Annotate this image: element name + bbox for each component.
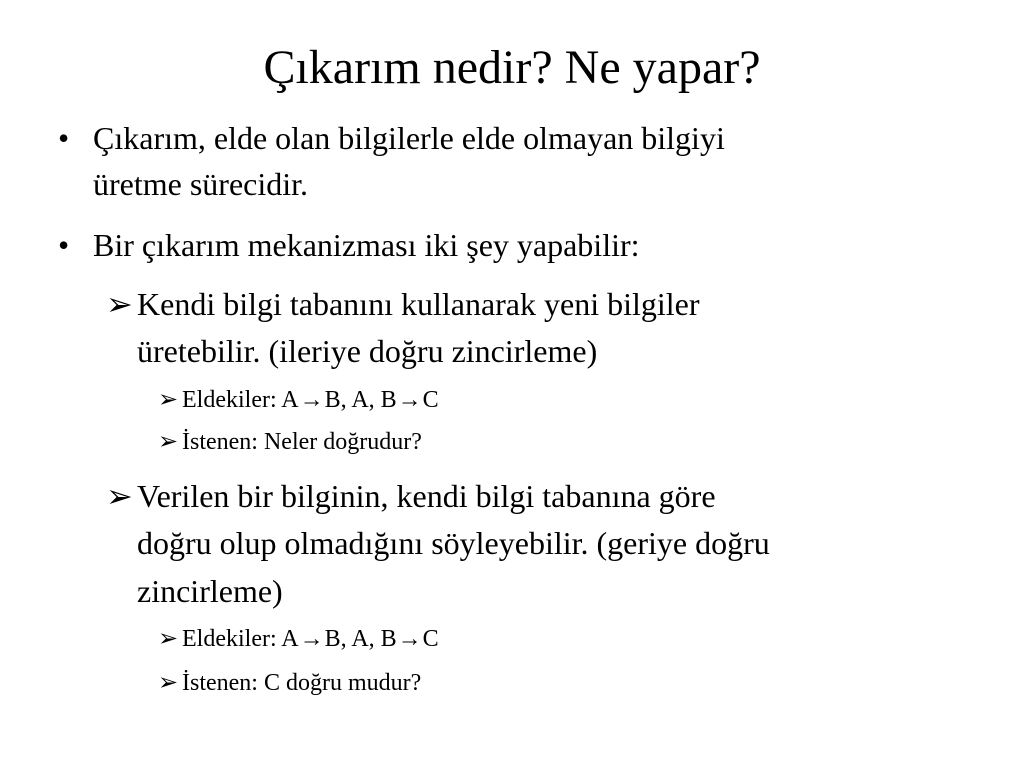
rule-text-line [182,625,439,653]
arrow-bullet-icon: ➢ [106,478,133,514]
sub-bullet-text-line: doğru olup olmadığını söyleyebilir. (geriye doğru [137,525,770,561]
rule-mid: B, A, B [324,626,397,652]
arrow-icon: → [299,626,324,652]
rule-end: C [422,387,439,413]
rule-mid: B, A, B [324,387,397,413]
bullet-text-line: üretme sürecidir. [93,166,309,202]
bullet-marker: • [58,227,70,263]
rule-label: Eldekiler: A [182,387,299,413]
slide-title: Çıkarım nedir? Ne yapar? [263,41,761,94]
sub-bullet-text-line: Verilen bir bilginin, kendi bilgi tabanına göre [137,478,716,514]
sub-bullet-text-line: zincirleme) [137,573,283,609]
sub-bullet-text-line: üretebilir. (ileriye doğru zincirleme) [137,333,598,369]
rule-label: Eldekiler: A [182,626,299,652]
bullet-text-line: Çıkarım, elde olan bilgilerle elde olmayan bilgiyi [93,120,725,156]
bullet-text-line: Bir çıkarım mekanizması iki şey yapabilir: [93,227,640,263]
arrow-icon: → [397,387,422,413]
rule-text-line [182,386,439,414]
rule-end: C [422,626,439,652]
arrow-icon: → [397,626,422,652]
sub-bullet-text-line: Kendi bilgi tabanını kullanarak yeni bilgiler [137,286,700,322]
bullet-marker: • [58,120,70,156]
arrow-icon: → [299,387,324,413]
question-text-line: İstenen: Neler doğrudur? [182,429,422,455]
arrow-bullet-icon: ➢ [158,387,179,413]
arrow-bullet-icon: ➢ [158,429,179,455]
question-text-line: İstenen: C doğru mudur? [182,670,422,696]
arrow-bullet-icon: ➢ [106,286,133,322]
arrow-bullet-icon: ➢ [158,670,179,696]
arrow-bullet-icon: ➢ [158,626,179,652]
